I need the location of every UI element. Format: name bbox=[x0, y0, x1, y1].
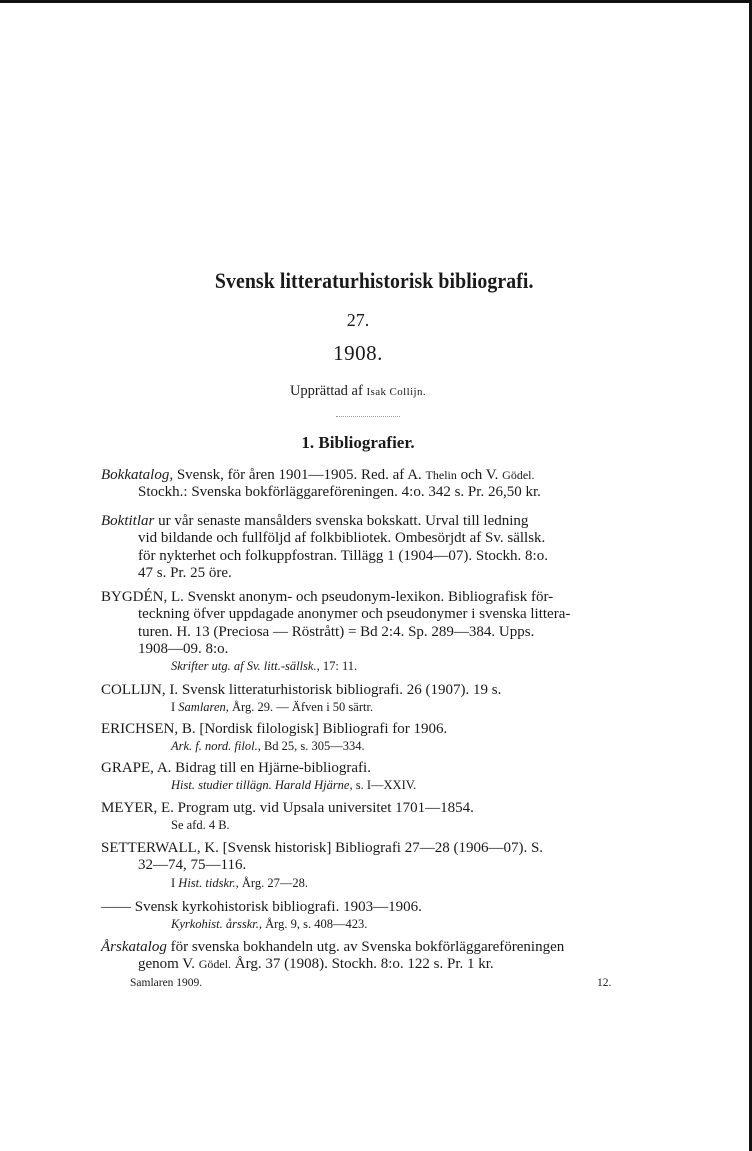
entry-source bbox=[101, 916, 643, 933]
entry-source bbox=[101, 777, 643, 794]
entry-line: 32—74, 75—116. bbox=[138, 857, 247, 874]
entry-keyword: Bokkatalog, bbox=[101, 467, 174, 483]
entry-source bbox=[101, 875, 643, 892]
entry-line: 1908—09. 8:o. bbox=[138, 640, 229, 657]
editor-name: Gödel. bbox=[502, 468, 535, 482]
entry-source: Se afd. 4 B. bbox=[171, 818, 230, 833]
entry-line bbox=[101, 467, 643, 484]
entry-line: 47 s. Pr. 25 öre. bbox=[138, 564, 232, 581]
entry-line: turen. H. 13 (Preciosa — Röstrått) = Bd 2:4. Sp. 289—384. Upps. bbox=[138, 623, 535, 640]
bibliography-entry bbox=[101, 800, 643, 835]
entry-keyword: Boktitlar bbox=[101, 513, 155, 529]
source-ref: Årg. 27—28. bbox=[238, 875, 308, 890]
entry-source bbox=[101, 658, 643, 675]
entry-text: för svenska bokhandeln utg. av Svenska bokförläggareföreningen bbox=[166, 939, 565, 955]
page-title: Svensk litteraturhistorisk bibliografi. bbox=[214, 268, 534, 293]
entry-line: —— Svensk kyrkohistorisk bibliografi. 1903—1906. bbox=[101, 899, 422, 915]
entry-line bbox=[101, 939, 643, 956]
entry-text: genom V. bbox=[138, 956, 199, 973]
bibliography-entry bbox=[101, 721, 643, 756]
source-prefix: I bbox=[171, 875, 179, 890]
bibliography-entry bbox=[101, 682, 643, 717]
entry-line: vid bildande och fullföljd af folkbibliotek. Ombesörjdt af Sv. sällsk. bbox=[138, 530, 546, 547]
source-ref: Årg. 29. — Äfven i 50 särtr. bbox=[228, 700, 374, 715]
bibliography-entry bbox=[101, 589, 643, 675]
volume-number: 27. bbox=[346, 310, 370, 330]
section-heading: 1. Bibliografier. bbox=[301, 433, 415, 452]
entry-line: teckning öfver uppdagade anonymer och pseudonymer i svenska littera- bbox=[138, 606, 571, 623]
bibliography-entry bbox=[101, 467, 643, 502]
source-ref: Årg. 9, s. 408—423. bbox=[261, 917, 368, 932]
entry-text: Svensk, för åren 1901—1905. Red. af A. bbox=[173, 467, 426, 483]
source-title: Samlaren, bbox=[178, 700, 229, 715]
source-ref: s. I—XXIV. bbox=[352, 778, 417, 793]
footer-signature: Samlaren 1909. bbox=[130, 977, 203, 989]
entry-text: och V. bbox=[456, 467, 503, 483]
bibliography-entry bbox=[101, 760, 643, 795]
compiler-prefix: Upprättad af bbox=[289, 383, 363, 399]
compiler-line bbox=[0, 383, 716, 400]
publication-year: 1908. bbox=[333, 341, 383, 365]
entry-line: Stockh.: Svenska bokförläggareföreningen. 4:o. 342 s. Pr. 26,50 kr. bbox=[138, 484, 541, 501]
entry-line bbox=[101, 956, 643, 973]
source-prefix: I bbox=[171, 700, 179, 715]
source-title: Skrifter utg. af Sv. litt.-sällsk., bbox=[171, 659, 320, 674]
entry-line: för nykterhet och folkuppfostran. Tillägg 1 (1904—07). Stockh. 8:o. bbox=[138, 547, 548, 564]
bibliography-entry bbox=[101, 899, 643, 934]
editor-name: Gödel. bbox=[198, 957, 232, 972]
entry-line bbox=[101, 513, 643, 530]
entry-text: ur vår senaste mansålders svenska bokskatt. Urval till ledning bbox=[154, 513, 529, 529]
entry-text: Årg. 37 (1908). Stockh. 8:o. 122 s. Pr. 1 kr. bbox=[231, 956, 494, 973]
entry-line: GRAPE, A. Bidrag till en Hjärne-bibliografi. bbox=[101, 760, 371, 776]
entry-line: ERICHSEN, B. [Nordisk filologisk] Bibliografi for 1906. bbox=[101, 721, 448, 737]
bibliography-entry bbox=[101, 939, 643, 974]
separator-rule bbox=[336, 416, 400, 417]
source-title: Hist. studier tillägn. Harald Hjärne, bbox=[171, 778, 353, 793]
compiler-name: Isak Collijn. bbox=[366, 386, 427, 398]
footer-sheet-number: 12. bbox=[597, 977, 612, 989]
entry-line: MEYER, E. Program utg. vid Upsala universitet 1701—1854. bbox=[101, 800, 474, 816]
entry-source bbox=[101, 699, 643, 716]
entry-line: SETTERWALL, K. [Svensk historisk] Bibliografi 27—28 (1906—07). S. bbox=[101, 840, 544, 856]
entry-line: COLLIJN, I. Svensk litteraturhistorisk bibliografi. 26 (1907). 19 s. bbox=[101, 682, 502, 698]
source-title: Ark. f. nord. filol., bbox=[171, 739, 261, 754]
bibliography-entry bbox=[101, 840, 643, 892]
source-title: Hist. tidskr., bbox=[178, 875, 239, 890]
source-ref: 17: 11. bbox=[319, 659, 358, 674]
source-ref: Bd 25, s. 305—334. bbox=[260, 739, 365, 754]
bibliography-entry bbox=[101, 513, 643, 582]
editor-name: Thelin bbox=[425, 468, 457, 482]
source-title: Kyrkohist. årsskr., bbox=[171, 917, 262, 932]
entry-source bbox=[101, 738, 643, 755]
entry-line: BYGDÉN, L. Svenskt anonym- och pseudonym-lexikon. Bibliografisk för- bbox=[101, 589, 554, 605]
entry-keyword: Årskatalog bbox=[101, 939, 167, 955]
